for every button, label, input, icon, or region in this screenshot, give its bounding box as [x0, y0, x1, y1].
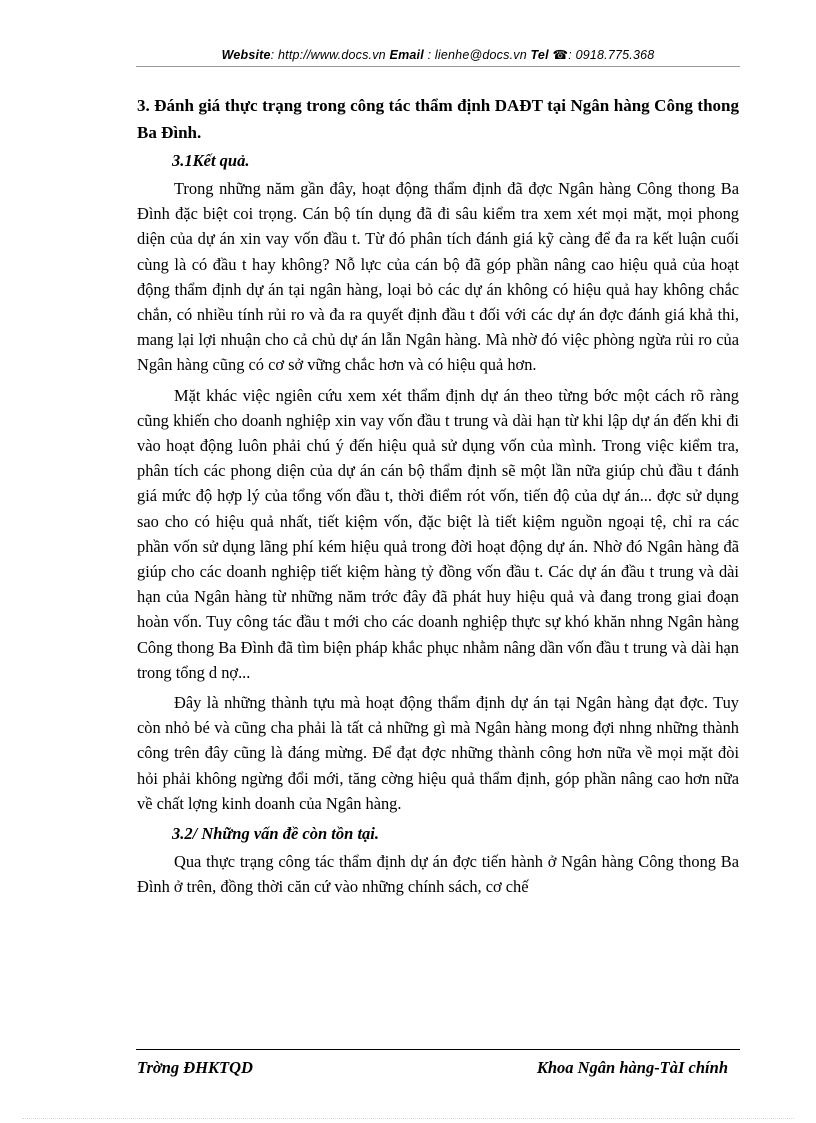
website-label: Website	[221, 48, 271, 62]
tel-label: Tel	[530, 48, 549, 62]
document-body	[137, 92, 739, 904]
email-address[interactable]: : lienhe@docs.vn	[427, 48, 527, 62]
tel-number: : 0918.775.368	[568, 48, 655, 62]
footer-divider	[136, 1049, 740, 1050]
page-bottom-edge	[22, 1118, 794, 1119]
header-divider	[136, 66, 740, 67]
page-header	[136, 47, 740, 62]
subsection-title-issues: 3.2/ Những vấn đề còn tồn tại.	[172, 824, 379, 844]
paragraph-4: Qua thực trạng công tác thẩm định dự án đợc tiến hành ở Ngân hàng Công thong Ba Đình ở trên, đồng thời căn cứ vào những chính sách, cơ chế	[137, 852, 739, 897]
email-label: Email	[389, 48, 424, 62]
footer-faculty: Khoa Ngân hàng-TàI chính	[536, 1058, 728, 1077]
subsection-title-results: 3.1Kết quả.	[172, 151, 250, 170]
paragraph-1: Trong những năm gần đây, hoạt động thẩm định đã đợc Ngân hàng Công thong Ba Đình đặc biệt coi trọng. Cán bộ tín dụng đã đi sâu kiểm tra xem xét mọi mặt, mọi phong diện của dự án xin vay vốn đầu t. Từ đó phân tích đánh giá kỹ càng để đa ra kết luận cuối cùng là có đầu t hay không? Nỗ lực của cán bộ đã góp phần nâng cao hiệu quả của hoạt động thẩm định dự án tại ngân hàng, loại bỏ các dự án không có hiệu quả hay không chắc chắn, có nhiều tính rủi ro và đa ra quyết định đầu t đối với các dự án đợc đánh giá khả thi, mang lại lợi nhuận cho cả chủ dự án lẫn Ngân hàng. Mà nhờ đó việc phòng ngừa rủi ro của Ngân hàng cũng có cơ sở vững chắc hơn và có hiệu quả hơn.	[137, 179, 739, 375]
footer-university: Trờng ĐHKTQD	[137, 1058, 253, 1077]
paragraph-3: Đây là những thành tựu mà hoạt động thẩm định dự án tại Ngân hàng đạt đợc. Tuy còn nhỏ bé và cũng cha phải là tất cả những gì mà Ngân hàng mong đợi nhng những thành công trên đây cũng là đáng mừng. Để đạt đợc những thành công hơn nữa về mọi mặt đòi hỏi phải không ngừng đổi mới, tăng cờng hiệu quả thẩm định, góp phần nâng cao hơn nữa về chất lợng kinh doanh của Ngân hàng.	[137, 693, 739, 813]
section-title: 3. Đánh giá thực trạng trong công tác thẩm định DAĐT tại Ngân hàng Công thong Ba Đình.	[137, 96, 739, 142]
paragraph-2: Mặt khác việc ngiên cứu xem xét thẩm định dự án theo từng bớc một cách rõ ràng cũng khiến cho doanh nghiệp xin vay vốn đầu t trung và dài hạn từ khi lập dự án đến khi đi vào hoạt động luôn phải chú ý đến hiệu quả sử dụng vốn của mình. Trong việc kiểm tra, phân tích các phong diện của dự án cán bộ thẩm định sẽ một lần nữa giúp chủ đầu t đánh giá mức độ hợp lý của tổng vốn đầu t, thời điểm rót vốn, tiến độ của dự án... đợc sử dụng sao cho có hiệu quả nhất, tiết kiệm vốn, đặc biệt là tiết kiệm nguồn ngoại tệ, chỉ ra các phần vốn sử dụng lãng phí kém hiệu quả trong đời hoạt động dự án. Nhờ đó Ngân hàng đã giúp cho các doanh nghiệp tiết kiệm hàng tỷ đồng vốn đầu t. Các dự án đầu t trung và dài hạn của Ngân hàng từ những năm trớc đây đã phát huy hiệu quả và đang trong giai đoạn hoàn vốn. Tuy công tác đầu t mới cho các doanh nghiệp thực sự khó khăn nhng Ngân hàng Công thong Ba Đình đã tìm biện pháp khắc phục nhằm nâng dần vốn đầu t trung và dài hạn trong tổng d nợ...	[137, 385, 739, 682]
website-url[interactable]: : http://www.docs.vn	[270, 48, 386, 62]
phone-icon: ☎	[552, 48, 569, 62]
